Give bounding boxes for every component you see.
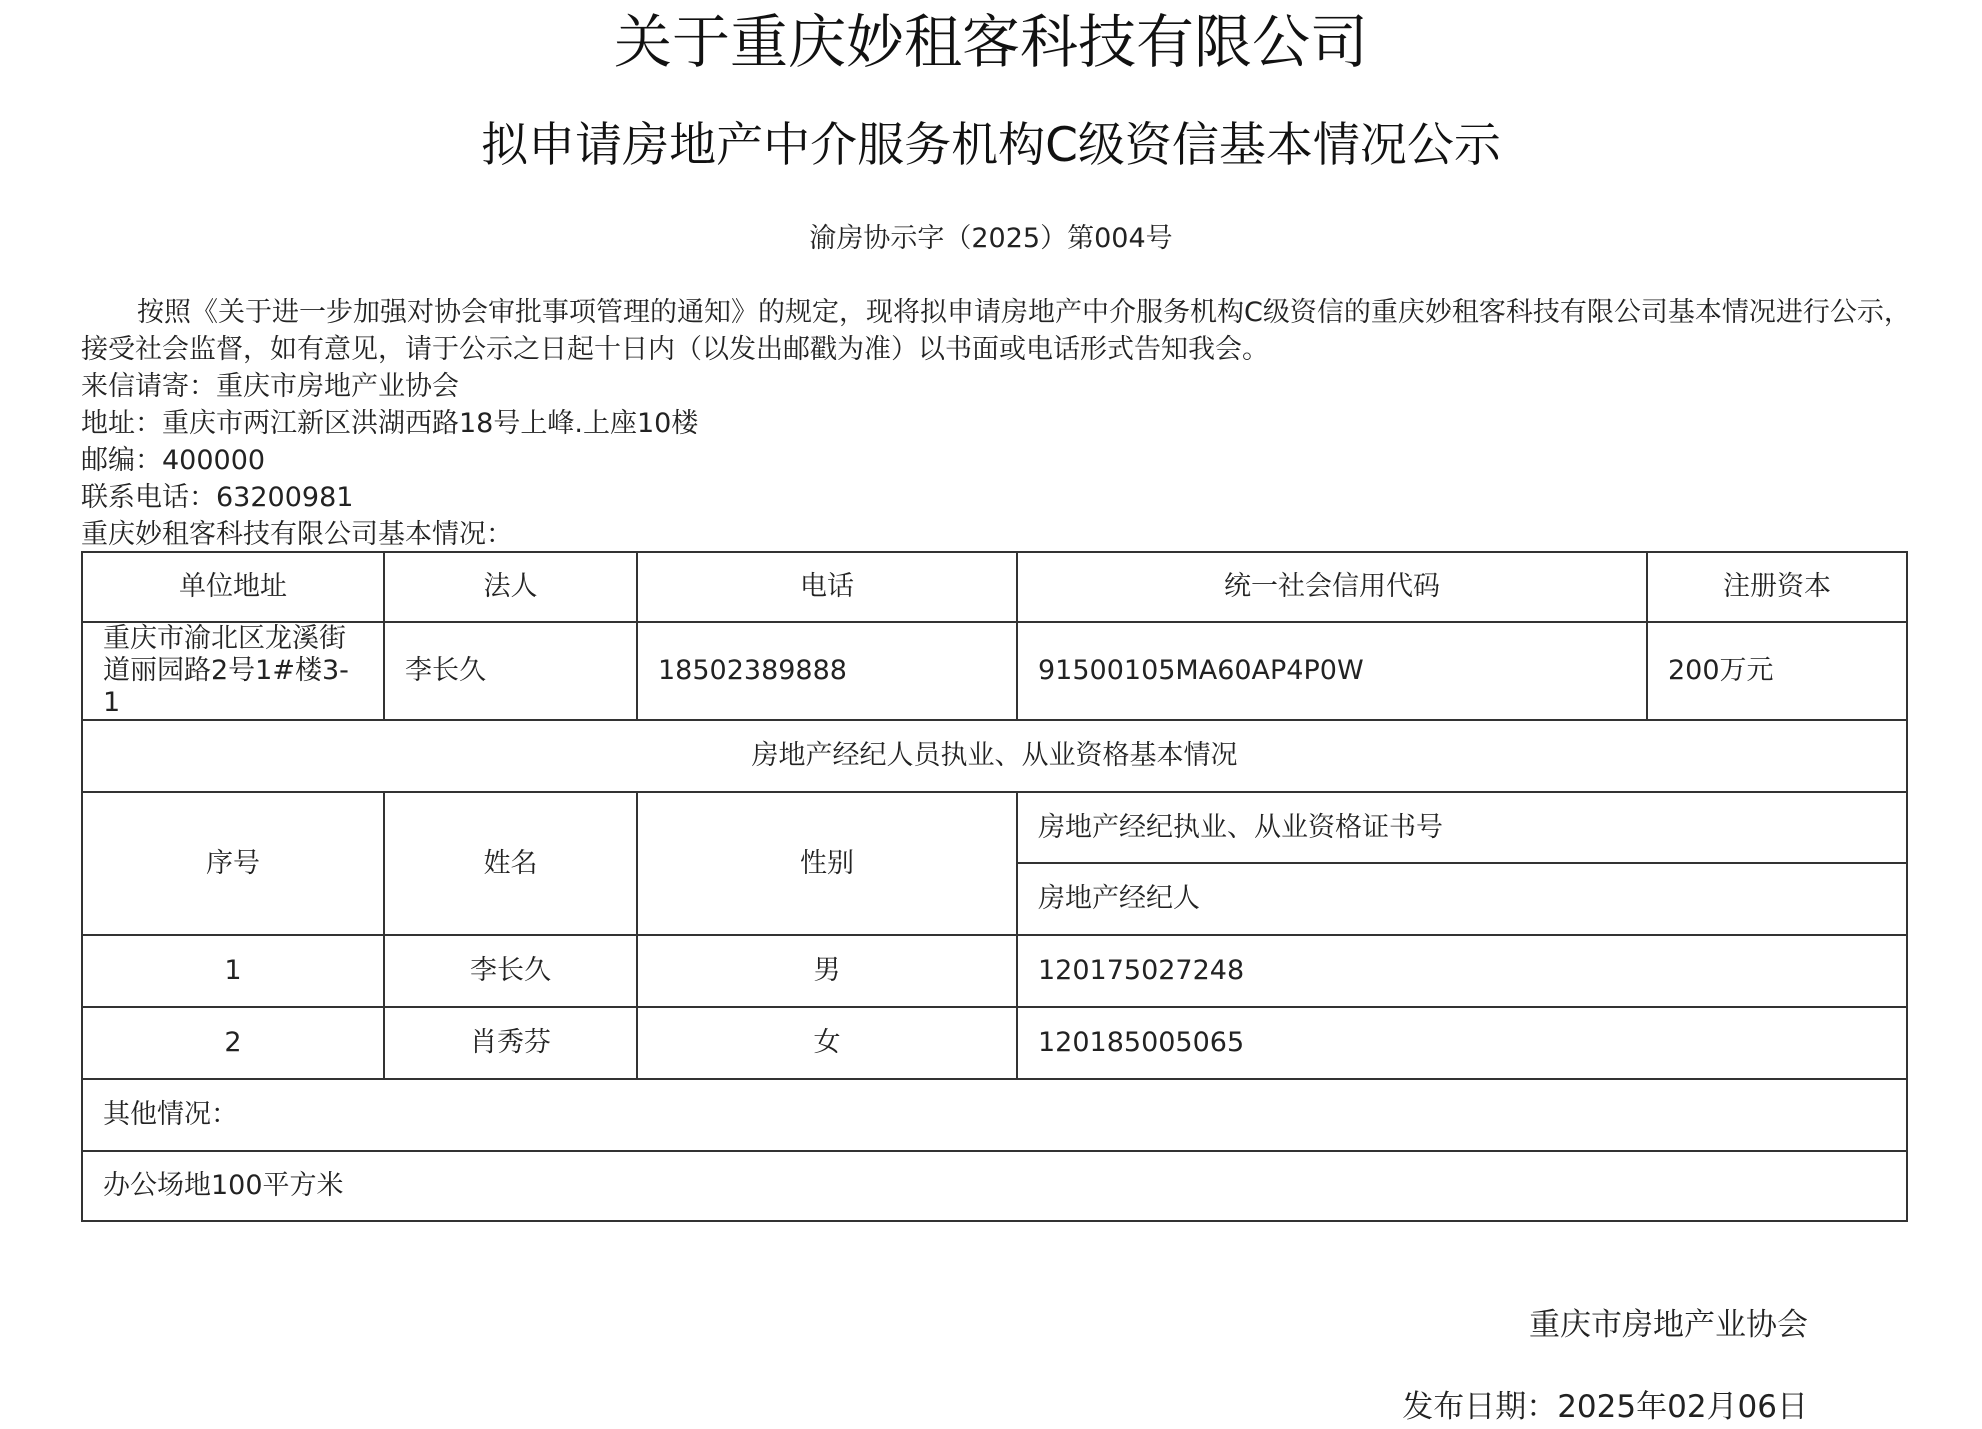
company-credit-code: 91500105MA60AP4P0W — [1017, 622, 1647, 720]
header-cert: 房地产经纪执业、从业资格证书号 — [1017, 792, 1907, 863]
header-seq: 序号 — [82, 792, 384, 935]
basic-info-heading: 重庆妙租客科技有限公司基本情况： — [81, 519, 513, 550]
other-value: 办公场地100平方米 — [82, 1151, 1907, 1221]
company-info-table — [81, 551, 1908, 1222]
header-capital: 注册资本 — [1647, 552, 1907, 622]
agent-name: 李长久 — [384, 935, 637, 1007]
header-cert-sub: 房地产经纪人 — [1017, 863, 1907, 935]
agents-header-row — [82, 792, 1907, 863]
company-address: 重庆市渝北区龙溪街道丽园路2号1#楼3-1 — [82, 622, 384, 720]
header-credit-code: 统一社会信用代码 — [1017, 552, 1647, 622]
agent-cert: 120185005065 — [1017, 1007, 1907, 1079]
intro-paragraph: 按照《关于进一步加强对协会审批事项管理的通知》的规定，现将拟申请房地产中介服务机构C级资信的重庆妙租客科技有限公司基本情况进行公示，接受社会监督，如有意见，请于公示之日起十日内（以发出邮戳为准）以书面或电话形式告知我会。 — [81, 297, 1911, 365]
company-legal-person: 李长久 — [384, 622, 637, 720]
other-label-row — [82, 1079, 1907, 1151]
header-gender: 性别 — [637, 792, 1017, 935]
agents-section-heading: 房地产经纪人员执业、从业资格基本情况 — [82, 720, 1907, 792]
agent-gender: 男 — [637, 935, 1017, 1007]
table-row — [82, 1007, 1907, 1079]
page-title: 关于重庆妙租客科技有限公司 — [613, 8, 1368, 76]
phone-line: 联系电话：63200981 — [81, 482, 354, 513]
header-phone: 电话 — [637, 552, 1017, 622]
table-row — [82, 935, 1907, 1007]
header-legal-person: 法人 — [384, 552, 637, 622]
other-label: 其他情况： — [82, 1079, 1907, 1151]
agent-name: 肖秀芬 — [384, 1007, 637, 1079]
agent-seq: 2 — [82, 1007, 384, 1079]
agents-heading-row — [82, 720, 1907, 792]
other-value-row — [82, 1151, 1907, 1221]
publish-date: 发布日期：2025年02月06日 — [1402, 1389, 1808, 1425]
company-header-row — [82, 552, 1907, 622]
mail-to-line: 来信请寄：重庆市房地产业协会 — [81, 371, 459, 402]
agent-gender: 女 — [637, 1007, 1017, 1079]
company-capital: 200万元 — [1647, 622, 1907, 720]
company-data-row — [82, 622, 1907, 720]
address-line: 地址：重庆市两江新区洪湖西路18号上峰.上座10楼 — [81, 408, 699, 439]
header-address: 单位地址 — [82, 552, 384, 622]
document-number: 渝房协示字（2025）第004号 — [809, 223, 1173, 254]
agent-seq: 1 — [82, 935, 384, 1007]
agent-cert: 120175027248 — [1017, 935, 1907, 1007]
notice-body — [81, 294, 1911, 553]
company-phone: 18502389888 — [637, 622, 1017, 720]
postcode-line: 邮编：400000 — [81, 445, 266, 476]
header-name: 姓名 — [384, 792, 637, 935]
page-subtitle: 拟申请房地产中介服务机构C级资信基本情况公示 — [481, 118, 1501, 173]
issuer-name: 重庆市房地产业协会 — [1529, 1307, 1808, 1343]
